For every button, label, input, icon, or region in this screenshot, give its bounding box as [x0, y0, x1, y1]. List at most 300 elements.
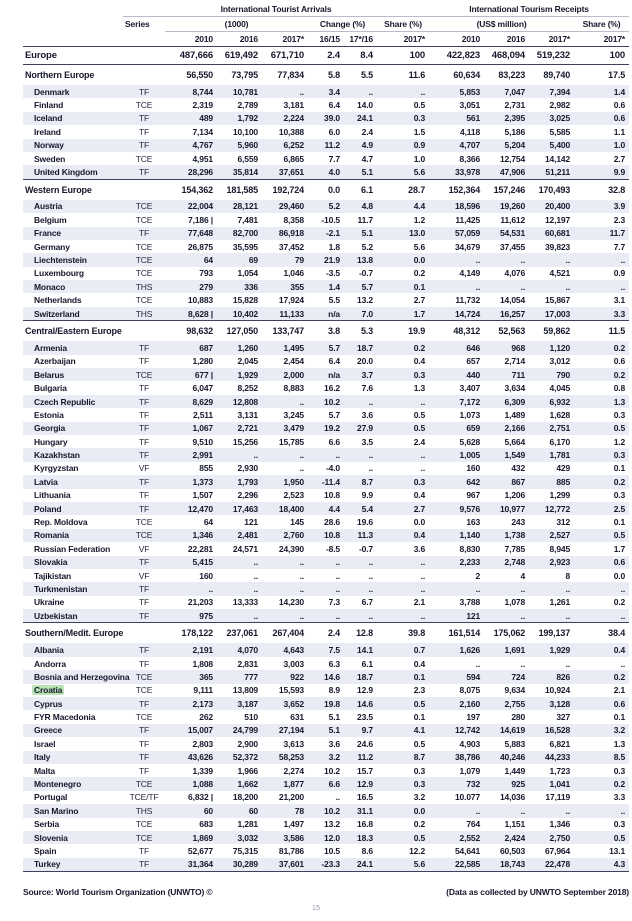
value-cell: 711 — [511, 369, 526, 380]
value-cell: 197 — [466, 712, 481, 723]
value-cell: 5.1 — [328, 725, 340, 736]
table-row — [23, 475, 629, 488]
value-cell: 11.7 — [609, 228, 626, 239]
value-cell: 1,206 — [504, 490, 526, 501]
series-cell: TF — [138, 86, 150, 97]
table-footer — [23, 887, 629, 897]
series-cell: THS — [135, 308, 153, 319]
table-row — [23, 777, 629, 790]
col-receipts-2016: 2016 — [484, 32, 529, 47]
value-cell: 64 — [203, 254, 213, 265]
value-cell: 8.7 — [413, 752, 426, 763]
value-cell: 52,372 — [232, 752, 258, 763]
value-cell: 6,932 — [549, 396, 571, 407]
value-cell: 11,133 — [279, 308, 304, 319]
value-cell: 18,743 — [499, 859, 526, 870]
country-name: Northern Europe — [23, 65, 165, 86]
value-cell: 1,489 — [504, 409, 526, 420]
value-cell: 5.6 — [413, 859, 426, 870]
value-cell: .. — [299, 610, 304, 621]
value-cell: 52,563 — [484, 321, 529, 342]
table-row — [23, 804, 629, 817]
value-cell: 6,832 | — [188, 792, 213, 803]
series-cell: THS — [135, 805, 153, 816]
value-cell: 12.9 — [357, 779, 373, 790]
value-cell: 1.4 — [613, 86, 626, 97]
series-cell: TF — [138, 752, 150, 763]
value-cell: 5.1 — [328, 712, 340, 723]
value-cell: 1,808 — [192, 658, 213, 669]
value-cell: 7.3 — [328, 597, 340, 608]
value-cell: 1,373 — [192, 476, 213, 487]
value-cell: 7.0 — [361, 308, 373, 319]
series-cell: TF — [138, 476, 150, 487]
value-cell: 1.2 — [413, 214, 426, 225]
country-name: Norway — [34, 140, 64, 151]
value-cell: 6,309 — [504, 396, 526, 407]
table-row — [23, 307, 629, 321]
value-cell: 152,364 — [429, 179, 484, 200]
value-cell: 178,122 — [165, 623, 217, 644]
value-cell: 0.5 — [413, 832, 426, 843]
value-cell: 6.4 — [328, 356, 340, 367]
country-name: FYR Macedonia — [34, 712, 96, 723]
value-cell: 8,358 — [283, 214, 304, 225]
col-arrivals-share-2017: 2017* — [377, 32, 429, 47]
value-cell: 4,643 — [283, 645, 304, 656]
table-row — [23, 643, 629, 656]
value-cell: 17,924 — [278, 295, 304, 306]
value-cell: 2,755 — [504, 698, 526, 709]
value-cell: 5.2 — [361, 241, 373, 252]
value-cell: 5.3 — [344, 321, 377, 342]
value-cell: .. — [565, 805, 571, 816]
value-cell: 646 — [466, 342, 481, 353]
table-row — [23, 697, 629, 710]
value-cell: .. — [565, 583, 571, 594]
value-cell: 39.0 — [324, 113, 340, 124]
arrivals-share-header: Share (%) — [377, 17, 429, 32]
value-cell: 1,281 — [237, 819, 258, 830]
value-cell: 2,751 — [549, 423, 571, 434]
country-name: Switzerland — [34, 308, 80, 319]
value-cell: 327 — [556, 712, 571, 723]
value-cell: 3,613 — [283, 738, 304, 749]
value-cell: 14.1 — [357, 645, 373, 656]
value-cell: 24.6 — [357, 738, 373, 749]
value-cell: 0.6 — [613, 356, 626, 367]
value-cell: 3,479 — [283, 423, 304, 434]
value-cell: 31,364 — [187, 859, 213, 870]
value-cell: 7,785 — [504, 543, 526, 554]
value-cell: 67,964 — [544, 846, 571, 856]
value-cell: 13.2 — [324, 819, 340, 830]
value-cell: 127,050 — [217, 321, 262, 342]
value-cell: 3.7 — [361, 369, 373, 380]
value-cell: 54,641 — [454, 846, 481, 856]
value-cell: 1,260 — [237, 342, 258, 353]
header-spacer — [23, 32, 123, 47]
value-cell: 8,628 | — [188, 308, 213, 319]
value-cell: 793 — [199, 268, 213, 279]
value-cell: 3.2 — [328, 752, 340, 763]
value-cell: 8.9 — [328, 685, 340, 696]
value-cell: 2,552 — [459, 832, 481, 843]
value-cell: 2,750 — [549, 832, 571, 843]
value-cell: 5.5 — [328, 295, 340, 306]
value-cell: 43,626 — [187, 752, 213, 763]
arrivals-unit-header: (1000) — [165, 17, 308, 32]
value-cell: 60,634 — [429, 65, 484, 86]
value-cell: 2,395 — [504, 113, 526, 124]
value-cell: 1,793 — [237, 476, 258, 487]
value-cell: 100 — [574, 47, 629, 65]
value-cell: 3.4 — [328, 86, 340, 97]
table-row — [23, 368, 629, 381]
col-receipts-share-2017: 2017* — [574, 32, 629, 47]
table-row — [23, 609, 629, 623]
value-cell: 1,626 — [459, 645, 481, 656]
value-cell: 2,760 — [283, 530, 304, 541]
value-cell: 561 — [466, 113, 481, 124]
value-cell: 0.1 — [613, 517, 626, 528]
value-cell: 2,233 — [459, 557, 481, 568]
value-cell: .. — [520, 658, 526, 669]
country-name: Andorra — [34, 658, 67, 669]
table-row — [23, 355, 629, 368]
value-cell: 6.4 — [328, 100, 340, 111]
value-cell: 355 — [290, 281, 304, 292]
value-cell: 4 — [520, 570, 526, 581]
value-cell: 468,094 — [484, 47, 529, 65]
value-cell: 0.6 — [613, 557, 626, 568]
value-cell: .. — [620, 805, 626, 816]
value-cell: -23.3 — [321, 859, 340, 870]
country-name: Denmark — [34, 86, 70, 97]
country-name: Kyrgyzstan — [34, 463, 79, 474]
series-cell: TCE/TF — [129, 792, 159, 803]
value-cell: 24.1 — [357, 859, 373, 870]
value-cell: 2,191 — [192, 645, 213, 656]
value-cell: 0.3 — [613, 490, 626, 501]
value-cell: 0.2 — [613, 476, 626, 487]
country-name: Russian Federation — [34, 543, 111, 554]
value-cell: .. — [565, 281, 571, 292]
value-cell: 732 — [466, 779, 481, 790]
value-cell: 37,452 — [278, 241, 304, 252]
value-cell: 1,497 — [283, 819, 304, 830]
value-cell: .. — [520, 583, 526, 594]
value-cell: 0.5 — [613, 832, 626, 843]
value-cell: 2,748 — [504, 557, 526, 568]
value-cell: 121 — [466, 610, 481, 621]
value-cell: 0.4 — [413, 658, 426, 669]
value-cell: 1,120 — [549, 342, 571, 353]
value-cell: 2,789 — [237, 100, 258, 111]
value-cell: 160 — [199, 570, 213, 581]
value-cell: 12.9 — [357, 685, 373, 696]
country-name: Estonia — [34, 409, 64, 420]
col-change-16-15: 16/15 — [308, 32, 344, 47]
region-row — [23, 623, 629, 644]
table-header — [23, 2, 629, 47]
table-row — [23, 529, 629, 542]
change-header: Change (%) — [308, 17, 377, 32]
value-cell: 440 — [466, 369, 481, 380]
value-cell: 1,495 — [283, 342, 304, 353]
country-name: Israel — [34, 738, 56, 749]
value-cell: 2,714 — [504, 356, 526, 367]
value-cell: 1,449 — [504, 765, 526, 776]
series-cell: TF — [138, 859, 150, 870]
value-cell: 5,400 — [549, 140, 571, 151]
value-cell: .. — [475, 583, 481, 594]
value-cell: 6.6 — [328, 779, 340, 790]
value-cell: 885 — [556, 476, 571, 487]
value-cell: 3,131 — [237, 409, 258, 420]
value-cell: .. — [475, 281, 481, 292]
table-row — [23, 165, 629, 179]
value-cell: 38,786 — [454, 752, 481, 763]
value-cell: .. — [420, 557, 426, 568]
value-cell: 89,740 — [529, 65, 574, 86]
value-cell: 1,339 — [192, 765, 213, 776]
value-cell: 18.7 — [357, 342, 373, 353]
series-cell: TF — [138, 846, 150, 856]
value-cell: 0.3 — [613, 409, 626, 420]
value-cell: 24,571 — [232, 543, 258, 554]
value-cell: 1,549 — [504, 450, 526, 461]
value-cell: 54,531 — [499, 228, 526, 239]
value-cell: 14,724 — [454, 308, 481, 319]
value-cell: 21,200 — [278, 792, 304, 803]
value-cell: .. — [475, 658, 481, 669]
table-row — [23, 831, 629, 844]
value-cell: 1,869 — [192, 832, 213, 843]
country-name: Cyprus — [34, 698, 63, 709]
series-cell: TF — [138, 490, 150, 501]
value-cell: 1.3 — [613, 738, 626, 749]
series-cell: THS — [135, 281, 153, 292]
value-cell: 12,742 — [454, 725, 481, 736]
value-cell: 826 — [556, 671, 571, 682]
value-cell: 1.0 — [413, 153, 426, 164]
value-cell: 3.2 — [613, 725, 626, 736]
value-cell: 8,366 — [459, 153, 481, 164]
value-cell: 60,503 — [499, 846, 526, 856]
table-row — [23, 435, 629, 448]
col-arrivals-2016: 2016 — [217, 32, 262, 47]
country-name: Hungary — [34, 436, 68, 447]
value-cell: 0.1 — [413, 671, 426, 682]
value-cell: 17,119 — [545, 792, 571, 803]
region-row — [23, 65, 629, 86]
value-cell: 28.6 — [324, 517, 340, 528]
value-cell: 3,245 — [283, 409, 304, 420]
value-cell: 170,493 — [529, 179, 574, 200]
value-cell: 0.8 — [613, 383, 626, 394]
value-cell: 8.7 — [361, 476, 373, 487]
value-cell: 27,194 — [278, 725, 304, 736]
value-cell: 2,991 — [192, 450, 213, 461]
value-cell: 11.2 — [324, 140, 340, 151]
value-cell: 687 — [199, 342, 213, 353]
table-row — [23, 751, 629, 764]
value-cell: 60 — [248, 805, 258, 816]
value-cell: 0.4 — [413, 530, 426, 541]
value-cell: 13,333 — [232, 597, 258, 608]
country-name: Netherlands — [34, 295, 82, 306]
value-cell: 11.5 — [574, 321, 629, 342]
value-cell: 181,585 — [217, 179, 262, 200]
country-name: Armenia — [34, 342, 67, 353]
value-cell: 15,867 — [544, 295, 571, 306]
value-cell: 671,710 — [262, 47, 308, 65]
value-cell: 0.7 — [413, 645, 426, 656]
header-spacer — [23, 2, 123, 17]
series-cell: TF — [138, 423, 150, 434]
series-cell: TF — [138, 645, 150, 656]
value-cell: 1,067 — [192, 423, 213, 434]
value-cell: 3,634 — [504, 383, 526, 394]
value-cell: -0.7 — [358, 543, 373, 554]
table-row — [23, 448, 629, 461]
value-cell: 855 — [199, 463, 213, 474]
value-cell: 9,111 — [193, 685, 213, 696]
value-cell: 0.5 — [413, 423, 426, 434]
table-row — [23, 267, 629, 280]
value-cell: 1,507 — [192, 490, 213, 501]
value-cell: 12,197 — [544, 214, 571, 225]
value-cell: 7,394 — [549, 86, 571, 97]
country-name: Western Europe — [23, 179, 165, 200]
series-cell: TCE — [135, 241, 153, 252]
value-cell: 5,415 — [192, 557, 213, 568]
country-name: Monaco — [34, 281, 66, 292]
value-cell: 78 — [294, 805, 304, 816]
value-cell: .. — [620, 281, 626, 292]
country-name: Malta — [34, 765, 55, 776]
value-cell: .. — [368, 463, 373, 474]
value-cell: 12,470 — [187, 503, 213, 514]
value-cell: 1.3 — [413, 383, 426, 394]
value-cell: 594 — [466, 671, 481, 682]
series-cell: TCE — [135, 832, 153, 843]
value-cell: 2,454 — [283, 356, 304, 367]
value-cell: 8,744 — [192, 86, 213, 97]
value-cell: 21,203 — [187, 597, 213, 608]
country-name: Ukraine — [34, 597, 65, 608]
value-cell: 6,865 — [283, 153, 304, 164]
value-cell: 44,233 — [544, 752, 571, 763]
value-cell: 2,923 — [549, 557, 571, 568]
value-cell: 3,407 — [459, 383, 481, 394]
value-cell: 3,187 — [237, 698, 258, 709]
value-cell: 3.3 — [613, 308, 626, 319]
value-cell: 7,134 — [192, 126, 213, 137]
country-name: San Marino — [34, 805, 79, 816]
value-cell: 1.4 — [328, 281, 340, 292]
value-cell: 2.7 — [613, 153, 626, 164]
header-spacer — [23, 17, 123, 32]
value-cell: 175,062 — [484, 623, 529, 644]
value-cell: 2,166 — [504, 423, 526, 434]
value-cell: 8,629 — [192, 396, 213, 407]
value-cell: -3.5 — [325, 268, 340, 279]
series-cell: TCE — [135, 517, 153, 528]
receipts-share-header: Share (%) — [574, 17, 629, 32]
value-cell: 0.6 — [613, 698, 626, 709]
value-cell: 2,511 — [192, 409, 213, 420]
value-cell: 6,252 — [283, 140, 304, 151]
country-name: Austria — [34, 201, 63, 212]
value-cell: 0.2 — [613, 597, 626, 608]
value-cell: 22,478 — [544, 859, 571, 870]
value-cell: 677 | — [194, 369, 213, 380]
country-name: Lithuania — [34, 490, 71, 501]
series-cell: TF — [138, 228, 150, 239]
value-cell: .. — [368, 570, 373, 581]
value-cell: 30,289 — [232, 859, 258, 870]
value-cell: 4.4 — [328, 503, 340, 514]
country-name: Bulgaria — [34, 383, 67, 394]
value-cell: 14.6 — [324, 671, 340, 682]
value-cell: 2,000 — [283, 369, 304, 380]
value-cell: 3,586 — [283, 832, 304, 843]
value-cell: 2,523 — [283, 490, 304, 501]
value-cell: 18,200 — [232, 792, 258, 803]
value-cell: .. — [475, 254, 481, 265]
value-cell: 1,950 — [283, 476, 304, 487]
value-cell: 3.6 — [413, 543, 426, 554]
value-cell: 37,651 — [278, 167, 304, 178]
value-cell: -11.4 — [321, 476, 340, 487]
value-cell: 2,319 — [192, 100, 213, 111]
value-cell: 100 — [377, 47, 429, 65]
data-collection-note: (Data as collected by UNWTO September 2018) — [446, 887, 629, 898]
value-cell: 336 — [244, 281, 258, 292]
value-cell: 0.4 — [613, 645, 626, 656]
value-cell: 642 — [466, 476, 481, 487]
value-cell: 16.8 — [357, 819, 373, 830]
value-cell: 2,424 — [504, 832, 526, 843]
value-cell: 3,652 — [283, 698, 304, 709]
value-cell: 11,732 — [455, 295, 481, 306]
value-cell: 38.4 — [574, 623, 629, 644]
value-cell: 18,596 — [454, 201, 481, 212]
value-cell: 0.9 — [413, 140, 426, 151]
table-row — [23, 280, 629, 293]
value-cell: 0.1 — [613, 463, 626, 474]
receipts-group-header: International Tourism Receipts — [429, 2, 629, 17]
value-cell: 8,945 — [549, 543, 571, 554]
value-cell: .. — [299, 86, 304, 97]
value-cell: 0.4 — [413, 356, 426, 367]
country-name: Portugal — [34, 792, 68, 803]
value-cell: 5.7 — [361, 281, 373, 292]
value-cell: 6.6 — [328, 436, 340, 447]
country-name: Finland — [34, 100, 64, 111]
value-cell: 26,875 — [187, 241, 213, 252]
country-name: Luxembourg — [34, 268, 84, 279]
series-cell: VF — [138, 570, 150, 581]
value-cell: 13.1 — [609, 846, 626, 856]
value-cell: 10,781 — [232, 86, 258, 97]
value-cell: 77,834 — [262, 65, 308, 86]
table-row — [23, 200, 629, 213]
value-cell: 4.7 — [361, 153, 373, 164]
value-cell: 0.5 — [613, 530, 626, 541]
